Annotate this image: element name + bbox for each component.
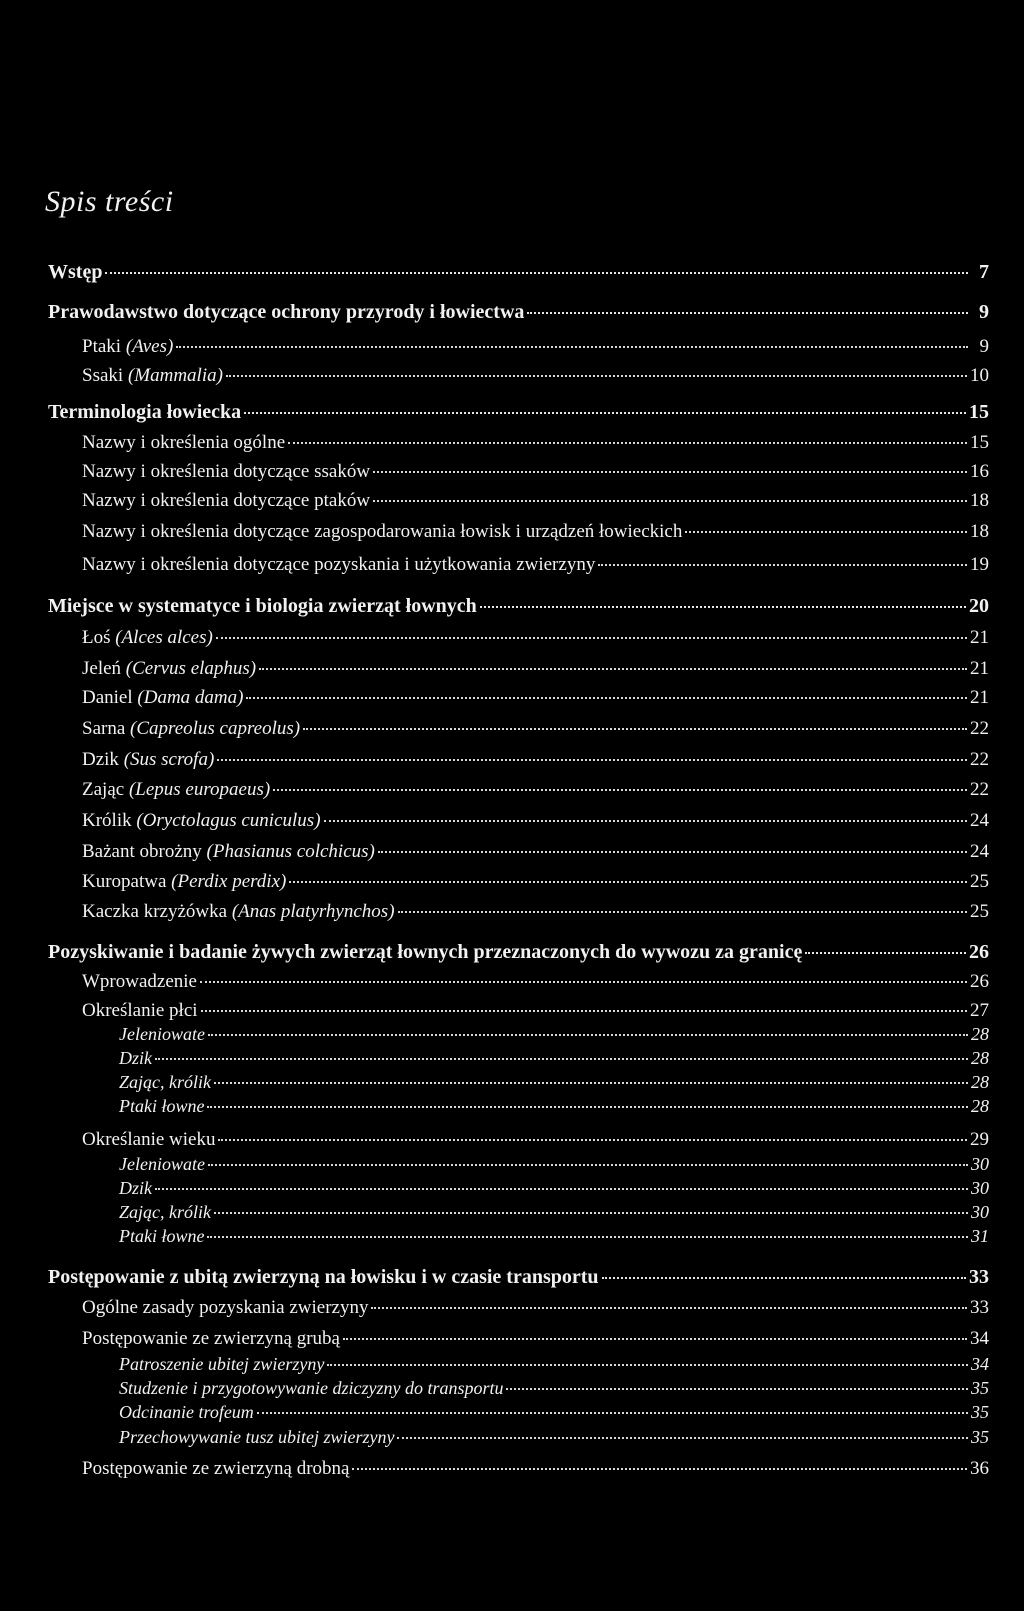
toc-page-number: 33 <box>969 1266 989 1288</box>
toc-entry-latin-name: (Mammalia) <box>127 365 223 386</box>
toc-entry-label <box>119 1025 205 1043</box>
dot-leader <box>214 1082 968 1084</box>
page-title: Spis treści <box>45 185 174 218</box>
toc-entry-latin-name: (Alces alces) <box>115 627 213 648</box>
toc-page-number: 18 <box>970 521 989 542</box>
toc-page-number: 15 <box>969 401 989 423</box>
toc-entry[interactable] <box>0 1073 1024 1091</box>
toc-page-number: 21 <box>970 658 989 679</box>
toc-entry-label <box>82 750 214 769</box>
toc-entry[interactable] <box>0 1155 1024 1173</box>
toc-entry-title: Wprowadzenie <box>82 971 197 992</box>
toc-entry-label <box>48 402 241 422</box>
toc-entry[interactable] <box>0 1025 1024 1043</box>
dot-leader <box>208 1034 968 1036</box>
toc-entry-title: Zając, królik <box>119 1202 211 1222</box>
toc-page-number: 30 <box>971 1154 989 1174</box>
toc-entry-label <box>82 366 223 385</box>
toc-entry-label <box>119 1203 211 1221</box>
dot-leader <box>371 1307 967 1309</box>
dot-leader <box>288 442 967 444</box>
toc-entry-label <box>82 972 197 991</box>
toc-entry-latin-name: (Anas platyrhynchos) <box>231 901 395 922</box>
toc-entry-title: Sarna <box>82 718 131 739</box>
toc-entry-title: Studzenie i przygotowywanie dziczyzny do transportu <box>119 1378 504 1398</box>
toc-entry[interactable] <box>0 972 1024 991</box>
toc-entry-title: Wstęp <box>48 261 103 283</box>
toc-entry-title: Zając <box>82 779 129 800</box>
toc-entry-title: Nazwy i określenia dotyczące pozyskania i użytkowania zwierzyny <box>82 554 596 575</box>
toc-entry[interactable] <box>0 659 1024 678</box>
dot-leader <box>273 789 967 791</box>
toc-entry[interactable] <box>0 1428 1024 1446</box>
dot-leader <box>598 564 967 566</box>
toc-entry-label <box>82 491 370 510</box>
toc-entry-latin-name: (Oryctolagus cuniculus) <box>136 810 321 831</box>
dot-leader <box>259 668 967 670</box>
toc-entry[interactable] <box>0 1329 1024 1348</box>
toc-page-number: 35 <box>971 1378 989 1398</box>
toc-page-number: 21 <box>970 687 989 708</box>
dot-leader <box>324 820 967 822</box>
toc-page-number: 9 <box>979 336 989 357</box>
toc-entry-title: Miejsce w systematyce i biologia zwierząt łownych <box>48 595 477 617</box>
toc-entry[interactable] <box>0 1355 1024 1373</box>
toc-entry[interactable] <box>0 1403 1024 1421</box>
toc-page-number: 19 <box>970 554 989 575</box>
toc-entry-label <box>119 1097 204 1115</box>
toc-page-number: 20 <box>969 595 989 617</box>
toc-entry-label <box>82 433 285 452</box>
toc-entry-label <box>119 1073 211 1091</box>
toc-entry[interactable] <box>0 811 1024 830</box>
dot-leader <box>207 1236 968 1238</box>
toc-entry-label <box>119 1403 254 1421</box>
toc-page-number: 28 <box>971 1024 989 1044</box>
dot-leader <box>216 637 967 639</box>
toc-entry-label <box>82 1459 349 1478</box>
toc-entry-title: Dzik <box>119 1178 152 1198</box>
dot-leader <box>257 1412 968 1414</box>
toc-entry-label <box>119 1379 503 1397</box>
toc-entry-title: Pozyskiwanie i badanie żywych zwierząt łownych przeznaczonych do wywozu za granicę <box>48 941 803 963</box>
toc-entry-label <box>48 942 802 962</box>
toc-entry-title: Jeleniowate <box>119 1024 205 1044</box>
toc-entry[interactable] <box>0 262 1024 282</box>
toc-page-number: 28 <box>971 1048 989 1068</box>
toc-entry-title: Postępowanie z ubitą zwierzyną na łowisku i w czasie transportu <box>48 1266 599 1288</box>
toc-entry-title: Daniel <box>82 687 138 708</box>
toc-entry-title: Królik <box>82 810 137 831</box>
toc-entry-title: Ssaki <box>82 365 128 386</box>
toc-page-number: 18 <box>970 490 989 511</box>
dot-leader <box>200 981 967 983</box>
toc-page-number: 26 <box>969 941 989 963</box>
toc-entry[interactable] <box>0 522 1024 541</box>
toc-entry[interactable] <box>0 628 1024 647</box>
toc-entry-label <box>82 628 213 647</box>
toc-page-number: 34 <box>970 1328 989 1349</box>
toc-entry-title: Nazwy i określenia dotyczące ptaków <box>82 490 371 511</box>
toc-entry[interactable] <box>0 1097 1024 1115</box>
toc-entry-title: Dzik <box>119 1048 152 1068</box>
dot-leader <box>208 1164 968 1166</box>
dot-leader <box>685 531 967 533</box>
toc-entry[interactable] <box>0 1459 1024 1478</box>
toc-entry[interactable] <box>0 872 1024 891</box>
toc-entry[interactable] <box>0 433 1024 452</box>
toc-entry[interactable] <box>0 366 1024 385</box>
toc-entry-label <box>119 1227 204 1245</box>
dot-leader <box>527 312 968 314</box>
dot-leader <box>155 1058 968 1060</box>
toc-entry-latin-name: (Lepus europaeus) <box>128 779 271 800</box>
toc-entry[interactable] <box>0 337 1024 356</box>
toc-page-number: 27 <box>970 1000 989 1021</box>
toc-page-number: 7 <box>979 261 989 283</box>
toc-page-number: 30 <box>971 1202 989 1222</box>
toc-entry-title: Ptaki łowne <box>119 1226 205 1246</box>
toc-entry[interactable] <box>0 942 1024 962</box>
toc-entry-label <box>48 302 524 322</box>
dot-leader <box>373 471 967 473</box>
toc-entry[interactable] <box>0 1130 1024 1149</box>
dot-leader <box>805 952 966 954</box>
toc-page-number: 9 <box>979 301 989 323</box>
toc-entry[interactable] <box>0 1203 1024 1221</box>
toc-entry-label <box>82 842 375 861</box>
toc-entry-title: Dzik <box>82 749 124 770</box>
toc-entry[interactable] <box>0 402 1024 422</box>
dot-leader <box>218 1139 967 1141</box>
toc-page-number: 21 <box>970 627 989 648</box>
toc-page-number: 36 <box>970 1458 989 1479</box>
toc-entry[interactable] <box>0 302 1024 322</box>
toc-entry-title: Kuropatwa <box>82 871 172 892</box>
dot-leader <box>480 606 966 608</box>
toc-entry-title: Prawodawstwo dotyczące ochrony przyrody i łowiectwa <box>48 301 525 323</box>
toc-page-number: 29 <box>970 1129 989 1150</box>
toc-entry-title: Odcinanie trofeum <box>119 1402 254 1422</box>
toc-entry-label <box>82 811 321 830</box>
toc-entry-title: Nazwy i określenia dotyczące ssaków <box>82 461 371 482</box>
toc-entry-label <box>82 780 270 799</box>
toc-entry-label <box>48 262 102 282</box>
toc-entry-label <box>48 596 477 616</box>
toc-entry-label <box>119 1179 152 1197</box>
toc-entry-title: Nazwy i określenia dotyczące zagospodarowania łowisk i urządzeń łowieckich <box>82 521 683 542</box>
dot-leader <box>226 375 967 377</box>
toc-page-number: 22 <box>970 749 989 770</box>
toc-entry-label <box>82 688 243 707</box>
toc-entry-label <box>82 522 682 541</box>
toc-entry-label <box>119 1428 394 1446</box>
toc-entry-label <box>82 1298 368 1317</box>
toc-entry-title: Postępowanie ze zwierzyną drobną <box>82 1458 350 1479</box>
toc-entry[interactable] <box>0 719 1024 738</box>
toc-entry-label <box>82 555 595 574</box>
toc-entry-label <box>82 1329 340 1348</box>
toc-entry-title: Określanie wieku <box>82 1129 216 1150</box>
toc-entry-title: Jeleniowate <box>119 1154 205 1174</box>
toc-entry-title: Zając, królik <box>119 1072 211 1092</box>
dot-leader <box>214 1212 968 1214</box>
toc-entry-label <box>82 719 300 738</box>
toc-entry-label <box>82 337 173 356</box>
toc-entry[interactable] <box>0 902 1024 921</box>
toc-entry[interactable] <box>0 1298 1024 1317</box>
toc-entry-label <box>119 1355 324 1373</box>
toc-page-number: 25 <box>970 871 989 892</box>
toc-entry[interactable] <box>0 1049 1024 1067</box>
dot-leader <box>303 728 967 730</box>
toc-entry-title: Jeleń <box>82 658 126 679</box>
toc-page-number: 30 <box>971 1178 989 1198</box>
toc-entry-label <box>82 659 256 678</box>
toc-entry[interactable] <box>0 462 1024 481</box>
dot-leader <box>176 346 968 348</box>
toc-page-number: 22 <box>970 779 989 800</box>
dot-leader <box>289 881 967 883</box>
toc-entry-title: Postępowanie ze zwierzyną grubą <box>82 1328 340 1349</box>
toc-entry-latin-name: (Phasianus colchicus) <box>206 841 375 862</box>
toc-page-number: 35 <box>971 1427 989 1447</box>
toc-entry-latin-name: (Perdix perdix) <box>171 871 287 892</box>
toc-entry-label <box>82 872 286 891</box>
toc-entry-title: Ptaki <box>82 336 126 357</box>
dot-leader <box>343 1338 967 1340</box>
toc-entry[interactable] <box>0 1001 1024 1020</box>
dot-leader <box>105 272 968 274</box>
toc-entry-label <box>119 1049 152 1067</box>
dot-leader <box>155 1188 968 1190</box>
toc-entry-title: Łoś <box>82 627 116 648</box>
toc-entry[interactable] <box>0 555 1024 574</box>
toc-entry-label <box>82 1130 215 1149</box>
toc-page-number: 31 <box>971 1226 989 1246</box>
toc-entry-title: Określanie płci <box>82 1000 198 1021</box>
toc-entry-title: Kaczka krzyżówka <box>82 901 232 922</box>
toc-page-number: 24 <box>970 841 989 862</box>
toc-page-number: 15 <box>970 432 989 453</box>
toc-page-number: 22 <box>970 718 989 739</box>
toc-page-number: 16 <box>970 461 989 482</box>
toc-entry[interactable] <box>0 1227 1024 1245</box>
dot-leader <box>506 1388 968 1390</box>
toc-entry-latin-name: (Aves) <box>125 336 174 357</box>
toc-entry-title: Nazwy i określenia ogólne <box>82 432 286 453</box>
toc-page-number: 28 <box>971 1072 989 1092</box>
toc-entry-title: Terminologia łowiecka <box>48 401 242 423</box>
dot-leader <box>397 1437 968 1439</box>
dot-leader <box>246 697 967 699</box>
toc-entry[interactable] <box>0 780 1024 799</box>
toc-entry-latin-name: (Cervus elaphus) <box>125 658 257 679</box>
dot-leader <box>327 1364 968 1366</box>
toc-entry-latin-name: (Dama dama) <box>137 687 244 708</box>
dot-leader <box>373 500 967 502</box>
toc-entry-latin-name: (Sus scrofa) <box>123 749 215 770</box>
dot-leader <box>217 759 967 761</box>
toc-entry[interactable] <box>0 491 1024 510</box>
toc-entry-title: Przechowywanie tusz ubitej zwierzyny <box>119 1427 395 1447</box>
toc-entry[interactable] <box>0 1179 1024 1197</box>
toc-page-number: 26 <box>970 971 989 992</box>
toc-entry[interactable] <box>0 688 1024 707</box>
dot-leader <box>602 1277 966 1279</box>
dot-leader <box>207 1106 968 1108</box>
toc-entry[interactable] <box>0 750 1024 769</box>
toc-entry[interactable] <box>0 1379 1024 1397</box>
toc-page-number: 24 <box>970 810 989 831</box>
toc-page-number: 34 <box>971 1354 989 1374</box>
toc-entry[interactable] <box>0 596 1024 616</box>
toc-entry-title: Ogólne zasady pozyskania zwierzyny <box>82 1297 369 1318</box>
toc-entry-label <box>48 1267 599 1287</box>
toc-entry-label <box>82 1001 198 1020</box>
dot-leader <box>352 1468 967 1470</box>
toc-entry[interactable] <box>0 842 1024 861</box>
toc-page-number: 10 <box>970 365 989 386</box>
toc-entry-latin-name: (Capreolus capreolus) <box>130 718 301 739</box>
toc-entry-title: Patroszenie ubitej zwierzyny <box>119 1354 325 1374</box>
toc-entry-title: Bażant obrożny <box>82 841 207 862</box>
toc-page-number: 25 <box>970 901 989 922</box>
dot-leader <box>398 911 967 913</box>
toc-page-number: 35 <box>971 1402 989 1422</box>
toc-entry-label <box>119 1155 205 1173</box>
toc-page-number: 28 <box>971 1096 989 1116</box>
dot-leader <box>378 851 967 853</box>
toc-entry-title: Ptaki łowne <box>119 1096 205 1116</box>
toc-entry-label <box>82 462 370 481</box>
toc-entry[interactable] <box>0 1267 1024 1287</box>
toc-page-number: 33 <box>970 1297 989 1318</box>
toc-entry-label <box>82 902 395 921</box>
dot-leader <box>244 412 966 414</box>
dot-leader <box>201 1010 967 1012</box>
